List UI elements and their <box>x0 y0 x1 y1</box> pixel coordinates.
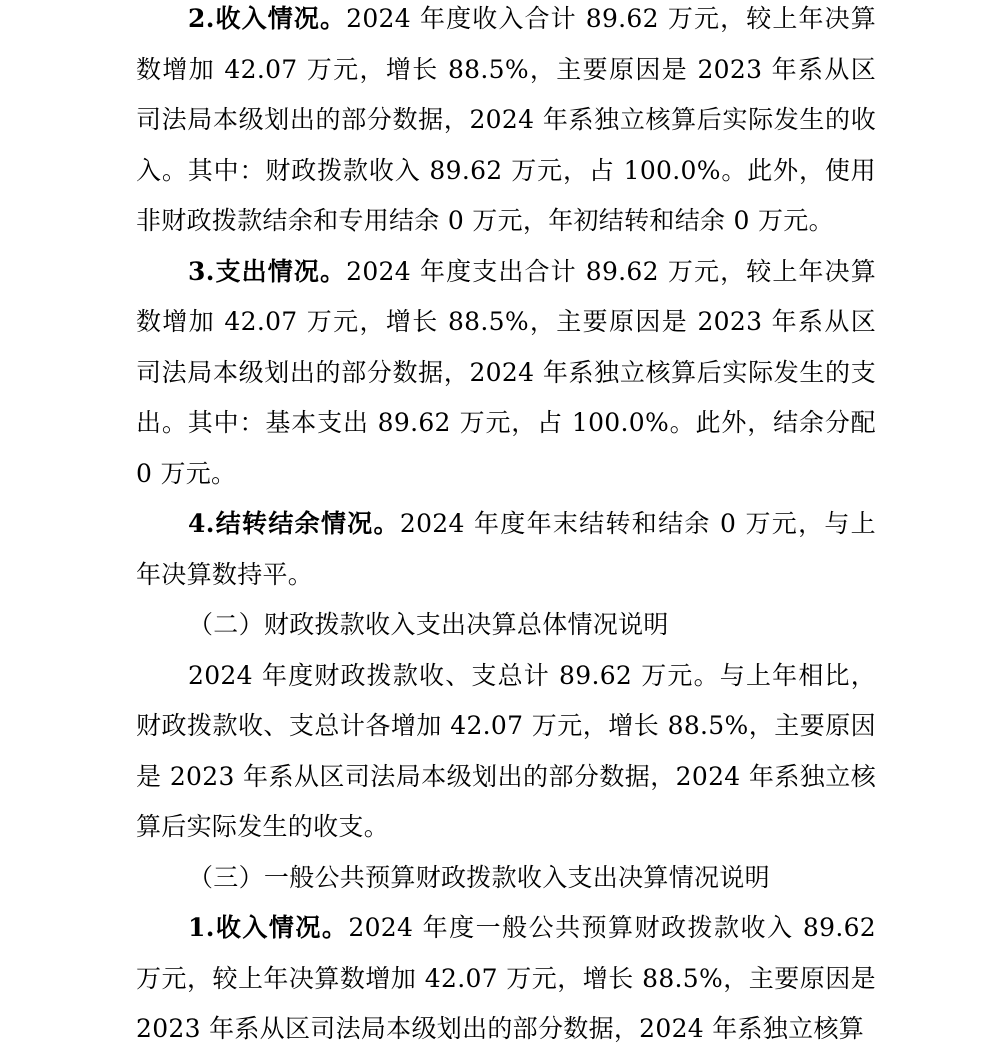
expenditure-heading: 3.支出情况。 <box>188 256 347 286</box>
income-paragraph <box>136 0 876 247</box>
income-body: 2024 年度收入合计 89.62 万元，较上年决算数增加 42.07 万元，增长 88.5%，主要原因是 2023 年系从区司法局本级划出的部分数据，2024 年系独立核算后实际发生的收入。其中：财政拨款收入 89.62 万元，占 100.0%。此外，使用非财政拨款结余和专用结余 0 万元，年初结转和结余 0 万元。 <box>136 4 877 235</box>
subsection-2-paragraph: 2024 年度财政拨款收、支总计 89.62 万元。与上年相比，财政拨款收、支总计各增加 42.07 万元，增长 88.5%，主要原因是 2023 年系从区司法局本级划出的部分数据，2024 年系独立核算后实际发生的收支。 <box>136 660 876 841</box>
subsection-3-heading: 1.收入情况。 <box>188 913 349 942</box>
carryover-paragraph <box>136 499 876 600</box>
subsection-3-body: 2024 年度一般公共预算财政拨款收入 89.62 万元，较上年决算数增加 42.07 万元，增长 88.5%，主要原因是 2023 年系从区司法局本级划出的部分数据，2024 年系独立核算 <box>136 913 877 1043</box>
expenditure-paragraph <box>136 247 876 500</box>
subsection-2-title: （二）财政拨款收入支出决算总体情况说明 <box>188 610 669 639</box>
subsection-3-title: （三）一般公共预算财政拨款收入支出决算情况说明 <box>188 862 770 892</box>
carryover-heading: 4.结转结余情况。 <box>188 509 400 538</box>
document-page <box>136 0 876 1055</box>
income-heading: 2.收入情况。 <box>188 4 347 33</box>
subsection-3-paragraph <box>136 903 876 1055</box>
expenditure-body: 2024 年度支出合计 89.62 万元，较上年决算数增加 42.07 万元，增长 88.5%，主要原因是 2023 年系从区司法局本级划出的部分数据，2024 年系独立核算后实际发生的支出。其中：基本支出 89.62 万元，占 100.0%。此外，结余分配 0 万元。 <box>136 256 877 488</box>
carryover-body: 2024 年度年末结转和结余 0 万元，与上年决算数持平。 <box>136 509 876 589</box>
